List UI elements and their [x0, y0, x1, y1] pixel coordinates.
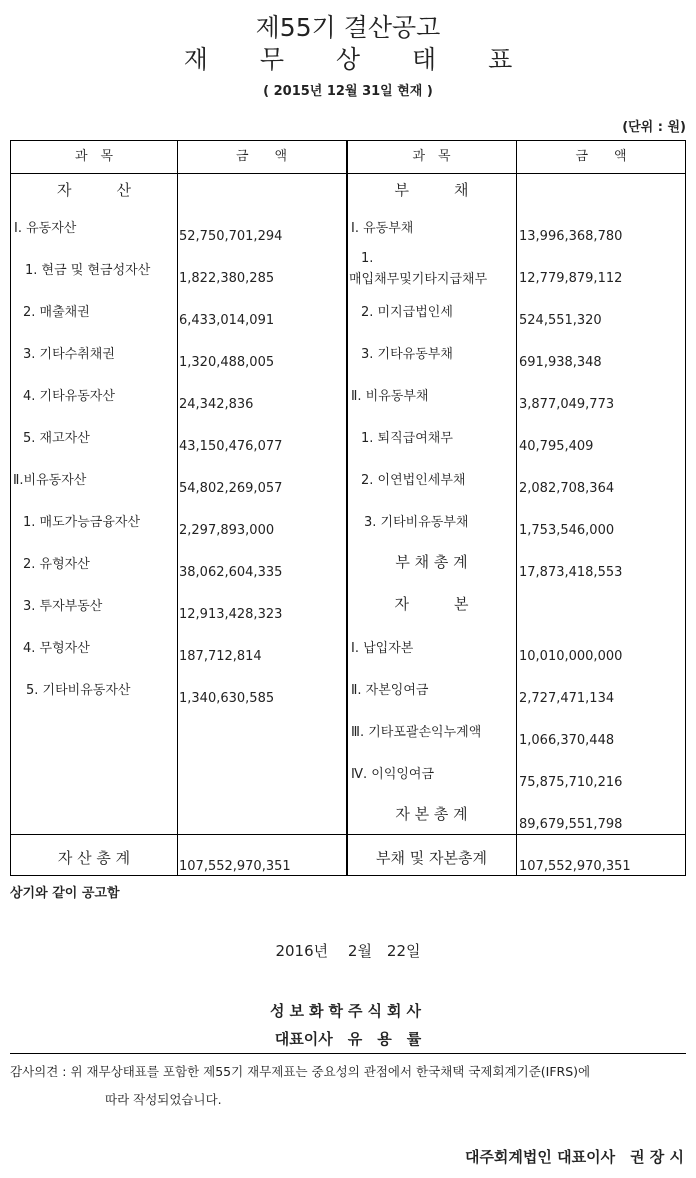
statement-date: ( 2015년 12월 31일 현재 ) [263, 84, 433, 99]
equity-label: Ⅱ. 자본잉여금 [351, 683, 429, 698]
asset-amount: 12,913,428,323 [179, 607, 283, 622]
asset-amount: 187,712,814 [179, 649, 262, 664]
equity-total-amount: 89,679,551,798 [519, 817, 623, 832]
liabilities-equity-total-amount: 107,552,970,351 [519, 859, 631, 874]
liability-amount: 13,996,368,780 [519, 229, 623, 244]
header-divider [11, 173, 685, 174]
ceo-name: 대표이사 유 용 률 [274, 1030, 422, 1048]
liability-label-cont: 매입채무및기타지급채무 [349, 272, 488, 287]
document-title: 제55기 결산공고 [255, 13, 441, 42]
balance-sheet-table [10, 140, 686, 876]
equity-label: Ⅰ. 납입자본 [351, 641, 414, 656]
asset-amount: 1,822,380,285 [179, 271, 275, 286]
equity-label: Ⅲ. 기타포괄손익누계액 [351, 725, 482, 740]
equity-total-label: 자 본 총 계 [395, 805, 468, 823]
audit-opinion-line2: 따라 작성되었습니다. [105, 1092, 222, 1107]
asset-label: 5. 재고자산 [23, 431, 90, 446]
liability-amount: 12,779,879,112 [519, 271, 623, 286]
asset-label: 2. 매출채권 [23, 305, 90, 320]
liability-label: Ⅰ. 유동부채 [351, 221, 414, 236]
equity-label: Ⅳ. 이익잉여금 [351, 767, 435, 782]
unit-label: (단위 : 원) [622, 120, 686, 135]
section-assets: 자 산 [57, 181, 131, 199]
liability-label: 3. 기타유동부채 [361, 347, 453, 362]
col-divider-1 [177, 141, 178, 875]
liability-label: 3. 기타비유동부채 [364, 515, 469, 530]
asset-label: 2. 유형자산 [23, 557, 90, 572]
asset-amount: 52,750,701,294 [179, 229, 283, 244]
liability-amount: 691,938,348 [519, 355, 602, 370]
asset-label: 4. 무형자산 [23, 641, 90, 656]
liability-amount: 524,551,320 [519, 313, 602, 328]
assets-total-label: 자 산 총 계 [57, 849, 131, 867]
total-divider [11, 834, 685, 835]
section-equity: 자 본 [394, 595, 469, 613]
liability-amount: 40,795,409 [519, 439, 594, 454]
liability-amount: 1,753,546,000 [519, 523, 615, 538]
auditor-name: 대주회계법인 대표이사 권 장 시 [464, 1148, 684, 1166]
footer-divider [10, 1053, 686, 1054]
asset-amount: 1,320,488,005 [179, 355, 275, 370]
asset-label: 1. 현금 및 현금성자산 [25, 263, 151, 278]
liability-label: 1. [361, 251, 374, 266]
asset-label: 4. 기타유동자산 [23, 389, 115, 404]
header-left-account: 과 목 [74, 149, 114, 164]
asset-amount: 1,340,630,585 [179, 691, 275, 706]
liability-label: 2. 이연법인세부채 [361, 473, 466, 488]
section-liabilities: 부 채 [394, 181, 469, 199]
col-divider-3 [516, 141, 517, 875]
audit-opinion-line1: 감사의견 : 위 재무상태표를 포함한 제55기 재무제표는 중요성의 관점에서 한국채택 국제회계기준(IFRS)에 [10, 1064, 591, 1079]
liability-amount: 3,877,049,773 [519, 397, 615, 412]
equity-amount: 2,727,471,134 [519, 691, 615, 706]
asset-label: Ⅱ.비유동자산 [13, 473, 87, 488]
equity-amount: 10,010,000,000 [519, 649, 623, 664]
asset-amount: 24,342,836 [179, 397, 254, 412]
publication-date: 2016년 2월 22일 [275, 942, 421, 960]
header-left-amount: 금 액 [235, 149, 288, 164]
asset-amount: 43,150,476,077 [179, 439, 283, 454]
header-right-account: 과 목 [412, 149, 451, 164]
header-right-amount: 금 액 [575, 149, 627, 164]
liabilities-equity-total-label: 부채 및 자본총계 [376, 849, 487, 867]
col-divider-mid [346, 141, 348, 875]
liabilities-total-label: 부 채 총 계 [395, 553, 468, 571]
asset-amount: 54,802,269,057 [179, 481, 283, 496]
asset-amount: 38,062,604,335 [179, 565, 283, 580]
asset-label: Ⅰ. 유동자산 [14, 221, 77, 236]
liability-label: 1. 퇴직급여채무 [361, 431, 453, 446]
announcement-note: 상기와 같이 공고함 [10, 886, 120, 901]
asset-amount: 2,297,893,000 [179, 523, 275, 538]
asset-label: 3. 기타수취채권 [23, 347, 115, 362]
statement-title: 재 무 상 태 표 [183, 45, 535, 74]
liability-label: Ⅱ. 비유동부채 [351, 389, 429, 404]
assets-total-amount: 107,552,970,351 [179, 859, 291, 874]
asset-label: 3. 투자부동산 [23, 599, 103, 614]
equity-amount: 75,875,710,216 [519, 775, 623, 790]
asset-amount: 6,433,014,091 [179, 313, 275, 328]
liability-amount: 2,082,708,364 [519, 481, 615, 496]
asset-label: 5. 기타비유동자산 [26, 683, 131, 698]
liability-label: 2. 미지급법인세 [361, 305, 453, 320]
liabilities-total-amount: 17,873,418,553 [519, 565, 623, 580]
company-name: 성보화학주식회사 [270, 1002, 426, 1020]
asset-label: 1. 매도가능금융자산 [23, 515, 140, 530]
equity-amount: 1,066,370,448 [519, 733, 615, 748]
